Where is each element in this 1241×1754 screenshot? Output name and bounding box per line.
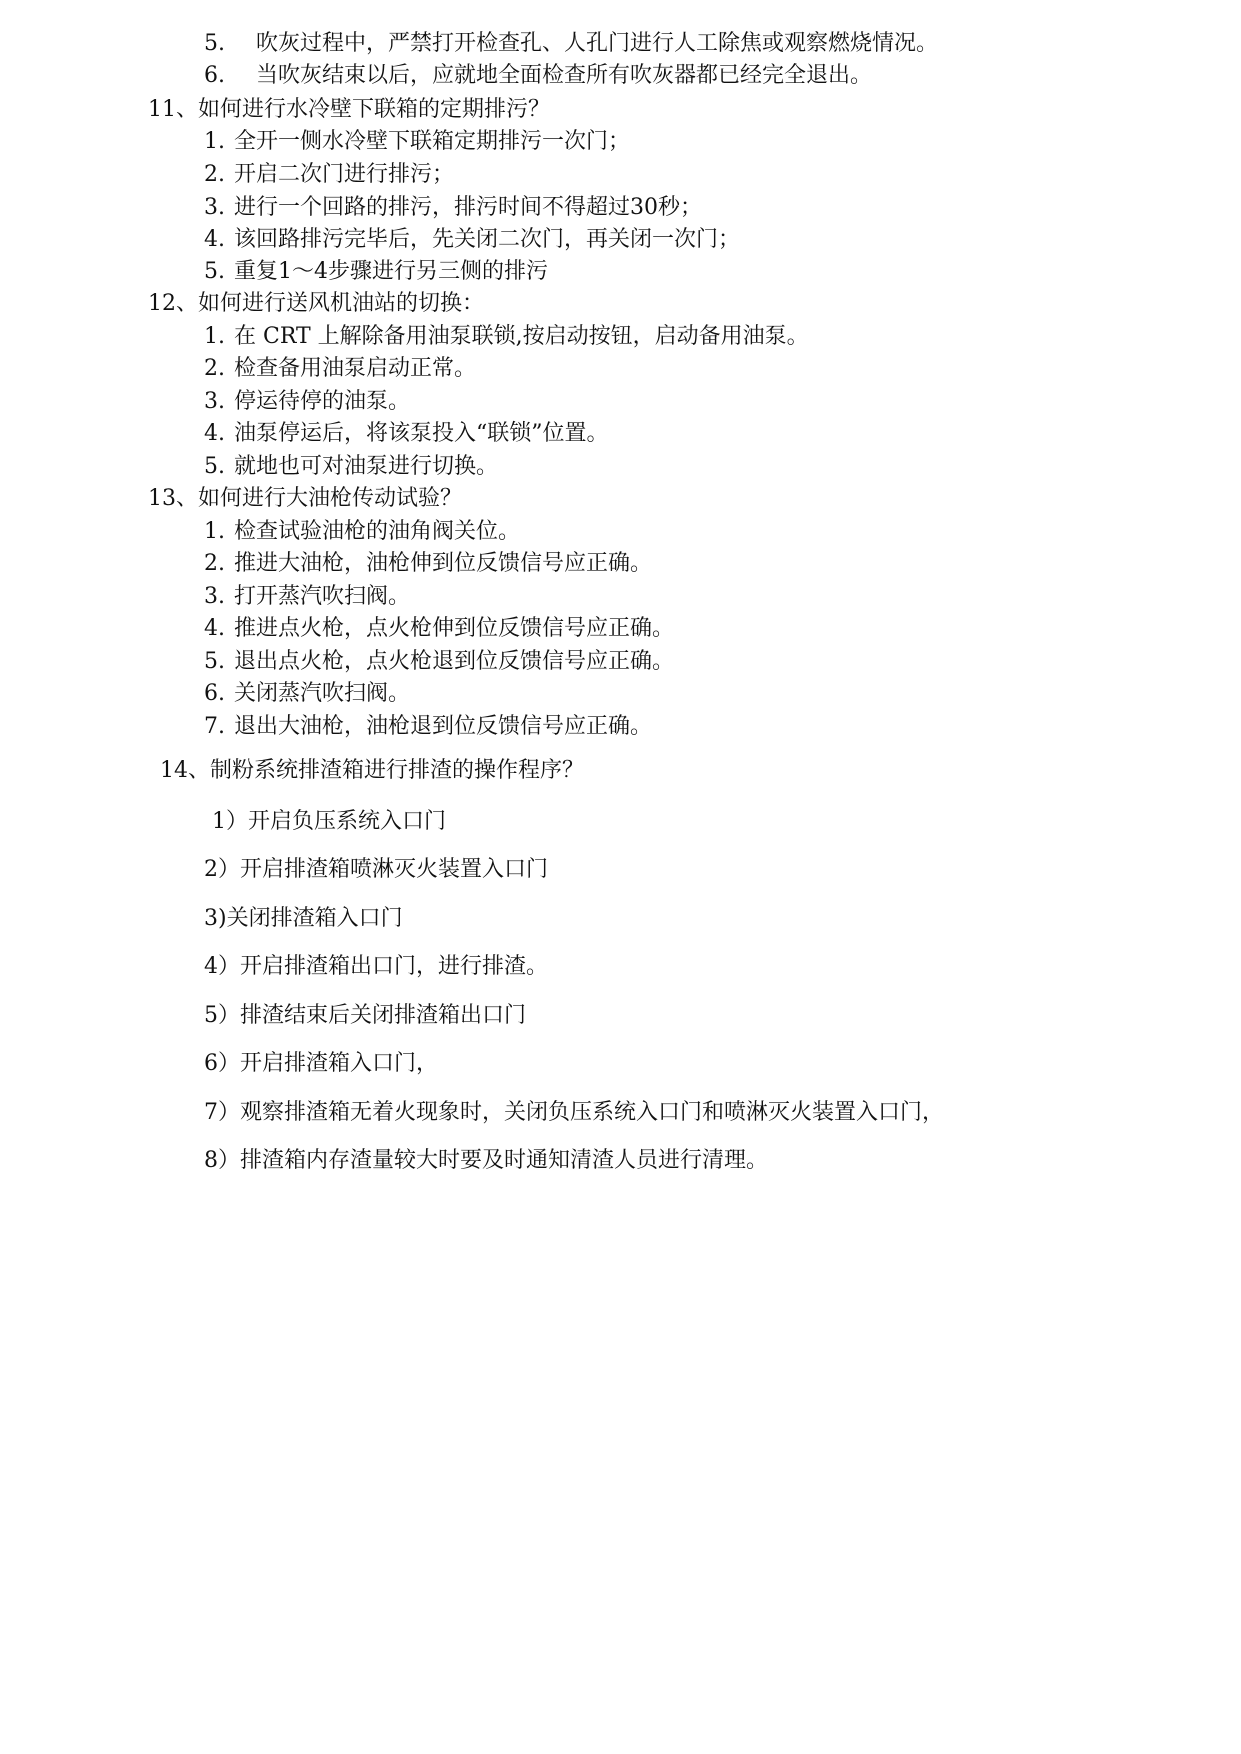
item-number: 5. bbox=[204, 454, 225, 479]
item-number: 6. bbox=[204, 63, 225, 88]
item-text: 当吹灰结束以后，应就地全面检查所有吹灰器都已经完全退出。 bbox=[256, 63, 873, 88]
list-item bbox=[204, 518, 520, 546]
list-item bbox=[204, 453, 498, 481]
item-text: 打开蒸汽吹扫阀。 bbox=[234, 584, 411, 609]
item-text: 就地也可对油泵进行切换。 bbox=[234, 454, 499, 479]
item-text: 推进大油枪，油枪伸到位反馈信号应正确。 bbox=[234, 551, 653, 576]
list-item: 1）开启负压系统入口门 bbox=[212, 809, 446, 834]
item-number: 3. bbox=[204, 584, 225, 609]
item-number: 1. bbox=[204, 519, 225, 544]
item-number: 1. bbox=[204, 324, 225, 349]
item-text: 关闭蒸汽吹扫阀。 bbox=[234, 681, 411, 706]
list-item: 8）排渣箱内存渣量较大时要及时通知清渣人员进行清理。 bbox=[204, 1148, 768, 1173]
item-number: 1. bbox=[204, 129, 225, 154]
item-text: 停运待停的油泵。 bbox=[234, 389, 411, 414]
section-heading: 12、如何进行送风机油站的切换： bbox=[148, 291, 484, 316]
item-text: 检查试验油枪的油角阀关位。 bbox=[234, 519, 521, 544]
list-item bbox=[204, 420, 609, 448]
item-number: 3. bbox=[204, 389, 225, 414]
item-text: 该回路排污完毕后，先关闭二次门，再关闭一次门； bbox=[234, 227, 741, 252]
list-item bbox=[204, 713, 652, 741]
item-text: 退出大油枪，油枪退到位反馈信号应正确。 bbox=[234, 714, 653, 739]
list-item bbox=[204, 226, 740, 254]
item-text: 吹灰过程中，严禁打开检查孔、人孔门进行人工除焦或观察燃烧情况。 bbox=[256, 31, 939, 56]
item-text: 油泵停运后，将该泵投入“联锁”位置。 bbox=[234, 421, 609, 446]
list-item bbox=[204, 615, 674, 643]
item-number: 6. bbox=[204, 681, 225, 706]
item-number: 2. bbox=[204, 356, 225, 381]
list-item bbox=[204, 128, 630, 156]
list-item bbox=[204, 550, 652, 578]
item-number: 7. bbox=[204, 714, 225, 739]
section-heading: 14、制粉系统排渣箱进行排渣的操作程序？ bbox=[160, 758, 584, 783]
list-item bbox=[204, 388, 410, 416]
list-item bbox=[204, 62, 872, 90]
item-text: 开启二次门进行排污； bbox=[234, 162, 455, 187]
list-item: 5）排渣结束后关闭排渣箱出口门 bbox=[204, 1003, 526, 1028]
list-item bbox=[204, 194, 702, 222]
item-text: 退出点火枪，点火枪退到位反馈信号应正确。 bbox=[234, 649, 675, 674]
section-heading: 13、如何进行大油枪传动试验？ bbox=[148, 486, 462, 511]
item-text: 进行一个回路的排污，排污时间不得超过30秒； bbox=[234, 195, 702, 220]
item-text: 重复1～4步骤进行另三侧的排污 bbox=[234, 259, 548, 284]
item-number: 2. bbox=[204, 162, 225, 187]
item-number: 4. bbox=[204, 616, 225, 641]
list-item: 6）开启排渣箱入口门， bbox=[204, 1051, 438, 1076]
item-number: 5. bbox=[204, 31, 225, 56]
item-number: 4. bbox=[204, 227, 225, 252]
item-number: 2. bbox=[204, 551, 225, 576]
item-number: 5. bbox=[204, 649, 225, 674]
list-item bbox=[204, 30, 938, 58]
list-item bbox=[204, 583, 410, 611]
item-text: 检查备用油泵启动正常。 bbox=[234, 356, 477, 381]
list-item bbox=[204, 680, 410, 708]
list-item: 3)关闭排渣箱入口门 bbox=[204, 906, 403, 931]
list-item bbox=[204, 648, 674, 676]
section-heading: 11、如何进行水冷壁下联箱的定期排污？ bbox=[148, 97, 550, 122]
item-number: 3. bbox=[204, 195, 225, 220]
item-text: 推进点火枪，点火枪伸到位反馈信号应正确。 bbox=[234, 616, 675, 641]
item-number: 4. bbox=[204, 421, 225, 446]
list-item: 4）开启排渣箱出口门，进行排渣。 bbox=[204, 954, 548, 979]
list-item bbox=[204, 355, 476, 383]
list-item bbox=[204, 258, 548, 286]
item-number: 5. bbox=[204, 259, 225, 284]
list-item: 2）开启排渣箱喷淋灭火装置入口门 bbox=[204, 857, 548, 882]
list-item: 7）观察排渣箱无着火现象时，关闭负压系统入口门和喷淋灭火装置入口门， bbox=[204, 1100, 944, 1125]
item-text: 全开一侧水冷壁下联箱定期排污一次门； bbox=[234, 129, 631, 154]
list-item bbox=[204, 161, 454, 189]
item-text: 在 CRT 上解除备用油泵联锁,按启动按钮，启动备用油泵。 bbox=[234, 324, 809, 349]
list-item bbox=[204, 323, 809, 351]
